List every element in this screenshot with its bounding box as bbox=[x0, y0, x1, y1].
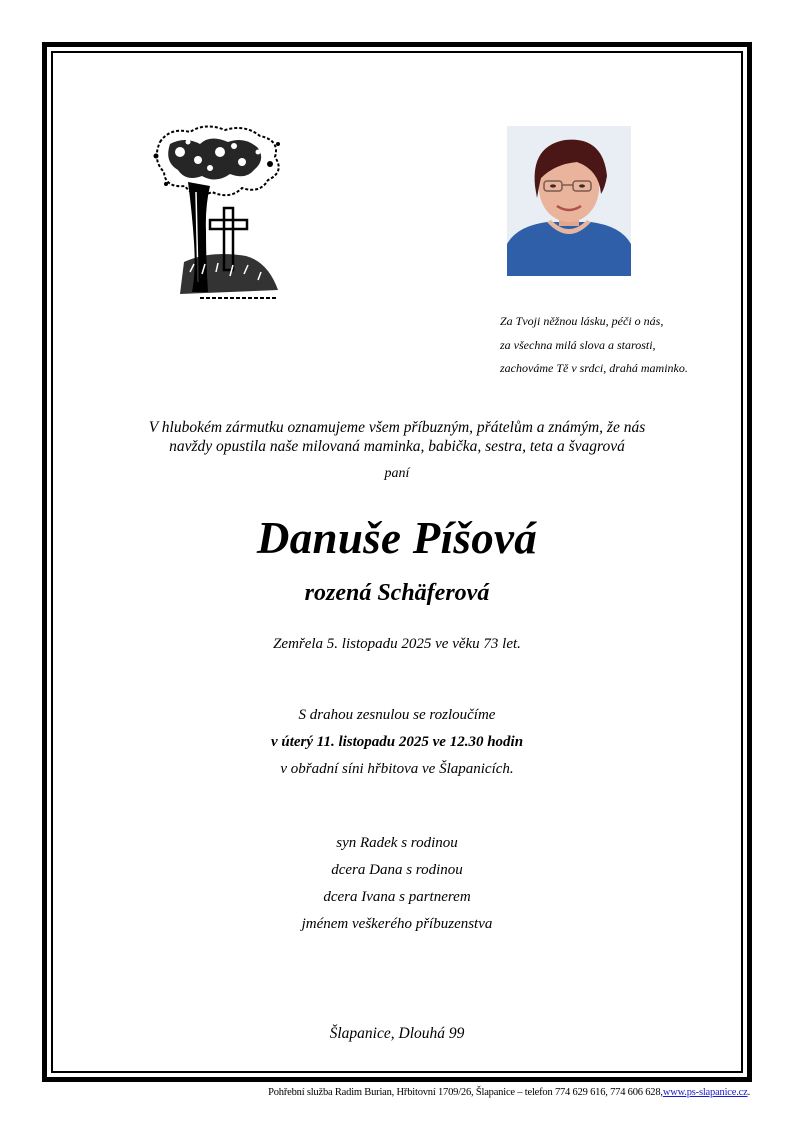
ceremony-info bbox=[51, 702, 743, 783]
poem-line: Za Tvoji něžnou lásku, péči o nás, bbox=[500, 314, 664, 328]
poem-line: za všechna milá slova a starosti, bbox=[500, 337, 656, 352]
footer-tail: . bbox=[747, 1087, 750, 1098]
memorial-poem bbox=[500, 310, 750, 381]
announcement-intro bbox=[51, 418, 743, 456]
ceremony-datetime: v úterý 11. listopadu 2025 ve 12.30 hodin bbox=[270, 734, 524, 750]
ceremony-line: S drahou zesnulou se rozloučíme bbox=[298, 707, 496, 723]
ceremony-place: v obřadní síni hřbitova ve Šlapanicích. bbox=[280, 761, 514, 777]
honorific: paní bbox=[384, 466, 410, 481]
address: Šlapanice, Dlouhá 99 bbox=[329, 1025, 465, 1042]
funeral-service-footer bbox=[268, 1087, 750, 1098]
family-line: dcera Ivana s partnerem bbox=[323, 889, 471, 905]
family-signature bbox=[51, 830, 743, 938]
intro-line: V hlubokém zármutku oznamujeme všem příbuzným, přátelům a známým, že nás bbox=[148, 419, 646, 436]
deceased-name: Danuše Píšová bbox=[256, 513, 538, 563]
intro-line: navždy opustila naše milovaná maminka, babička, sestra, teta a švagrová bbox=[169, 438, 625, 455]
poem-line: zachováme Tě v srdci, drahá maminko. bbox=[500, 361, 688, 375]
family-line: dcera Dana s rodinou bbox=[331, 862, 463, 878]
footer-text: Pohřební služba Radim Burian, Hřbitovní 1709/26, Šlapanice – telefon 774 629 616, 774 606 628, bbox=[268, 1087, 663, 1098]
tree-with-cross-icon bbox=[150, 122, 290, 302]
portrait-photo bbox=[507, 126, 631, 276]
death-date: Zemřela 5. listopadu 2025 ve věku 73 let. bbox=[273, 636, 521, 652]
family-line: jménem veškerého příbuzenstva bbox=[301, 916, 493, 932]
family-line: syn Radek s rodinou bbox=[336, 835, 458, 851]
maiden-name: rozená Schäferová bbox=[304, 580, 490, 606]
website-link[interactable]: www.ps-slapanice.cz bbox=[662, 1087, 748, 1098]
